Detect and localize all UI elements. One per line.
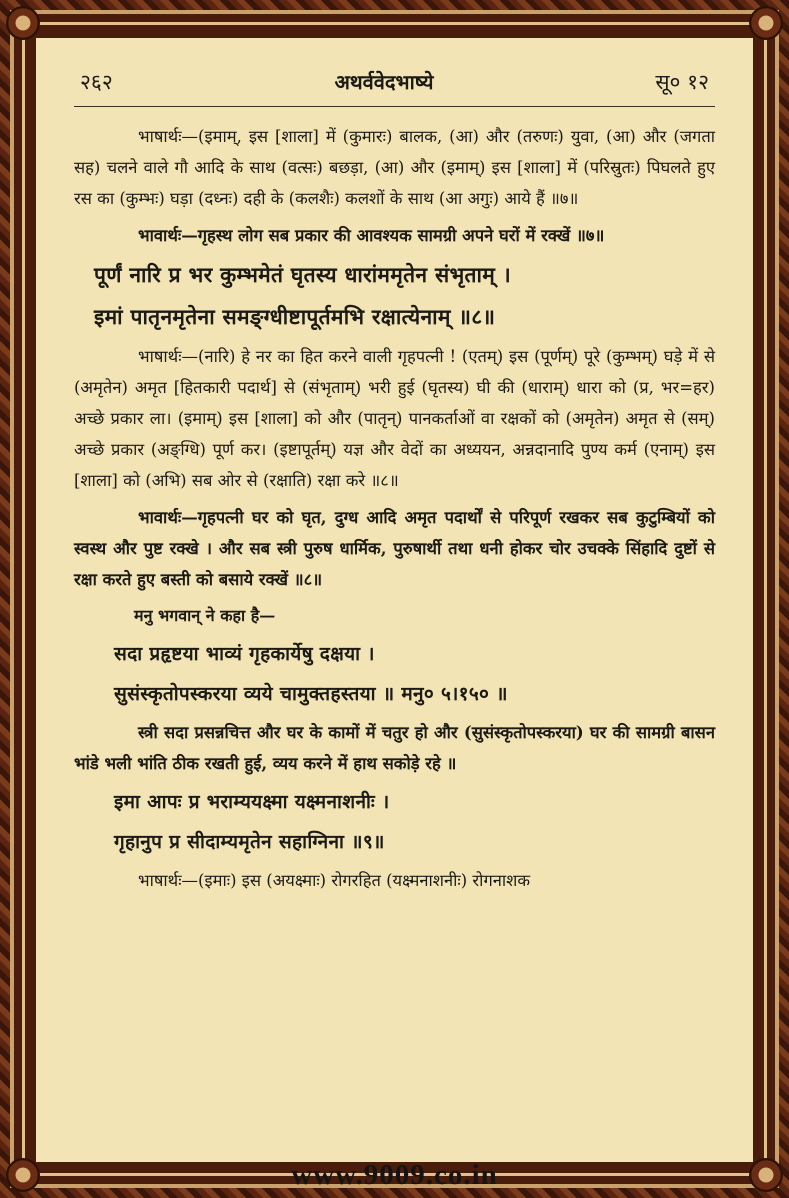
page-header — [74, 68, 715, 107]
verse-9-line-1: इमा आपः प्र भराम्ययक्ष्मा यक्ष्मनाशनीः । — [114, 791, 390, 813]
corner-ornament-top-right — [749, 6, 783, 40]
purport-paragraph-7: भावार्थः—गृहस्थ लोग सब प्रकार की आवश्यक सामग्री अपने घरों में रक्खें ॥७॥ — [138, 226, 605, 245]
manu-verse-line-1: सदा प्रहृष्टया भाव्यं गृहकार्येषु दक्षया । — [114, 643, 375, 665]
book-page — [36, 38, 753, 1162]
verse-8-line-1: पूर्णं नारि प्र भर कुम्भमेतं घृतस्य धारांममृतेन संभृताम् । — [94, 262, 511, 287]
manu-quote-intro: मनु भगवान् ने कहा है— — [134, 606, 276, 625]
verse-8-line-2: इमां पातृनमृतेना समङ्ग्धीष्टापूर्तमभि रक्षात्येनाम् ॥८॥ — [94, 304, 496, 329]
verse-9-line-2: गृहानुप प्र सीदाम्यमृतेन सहाग्निना ॥९॥ — [114, 831, 385, 853]
translation-paragraph-8: भाषार्थः—(नारि) हे नर का हित करने वाली गृहपत्नी ! (एतम्) इस (पूर्णम्) पूरे (कुम्भम्) घड़े में से (अमृतेन) अमृत [हितकारी पदार्थ] से (संभृताम्) भरी हुई (घृतस्य) घी की (धाराम्) धारा को (प्र, भर=हर) अच्छे प्रकार ला। (इमाम्) इस [शाला] को और (पातृन्) पानकर्ताओं वा रक्षकों को (अमृतेन) अमृत से (सम्) अच्छे प्रकार (अङ्ग्धि) पूर्ण कर। (इष्टापूर्तम्) यज्ञ और वेदों का अध्ययन, अन्नदानादि पुण्य कर्म (एनाम्) इस [शाला] को (अभि) सब ओर से (रक्षाति) रक्षा करे ॥८॥ — [74, 347, 715, 490]
manu-verse-line-2: सुसंस्कृतोपस्करया व्यये चामुक्तहस्तया ॥ मनु० ५।१५० ॥ — [114, 683, 508, 705]
sukta-number: सू० १२ — [655, 70, 709, 94]
manu-explanation: स्त्री सदा प्रसन्नचित्त और घर के कामों में चतुर हो और (सुसंस्कृतोपस्करया) घर की सामग्री बासन भांडे भली भांति ठीक रखती हुई, व्यय करने में हाथ सकोड़े रहे ॥ — [74, 723, 715, 773]
page-number: २६२ — [80, 70, 113, 94]
book-title: अथर्ववेदभाष्ये — [334, 70, 434, 94]
translation-paragraph-7: भाषार्थः—(इमाम्, इस [शाला] में (कुमारः) बालक, (आ) और (तरुणः) युवा, (आ) और (जगता सह) चलने वाले गौ आदि के साथ (वत्सः) बछड़ा, (आ) और (इमाम्) इस [शाला] में (परिस्रुतः) पिघलते हुए रस का (कुम्भः) घड़ा (दध्नः) दही के (कलशैः) कलशों के साथ (आ अगुः) आये हैं ॥७॥ — [74, 127, 715, 208]
corner-ornament-top-left — [6, 6, 40, 40]
translation-paragraph-9: भाषार्थः—(इमाः) इस (अयक्ष्माः) रोगरहित (यक्ष्मनाशनीः) रोगनाशक — [138, 871, 531, 890]
website-watermark: www.9009.co.in — [291, 1159, 498, 1191]
purport-paragraph-8: भावार्थः—गृहपत्नी घर को घृत, दुग्ध आदि अमृत पदार्थों से परिपूर्ण रखकर सब कुटुम्बियों को स्वस्थ और पुष्ट रक्खे । और सब स्त्री पुरुष धार्मिक, पुरुषार्थी तथा धनी होकर चोर उचक्के सिंहादि दुष्टों से रक्षा करते हुए बस्ती को बसाये रक्खें ॥८॥ — [74, 508, 715, 589]
